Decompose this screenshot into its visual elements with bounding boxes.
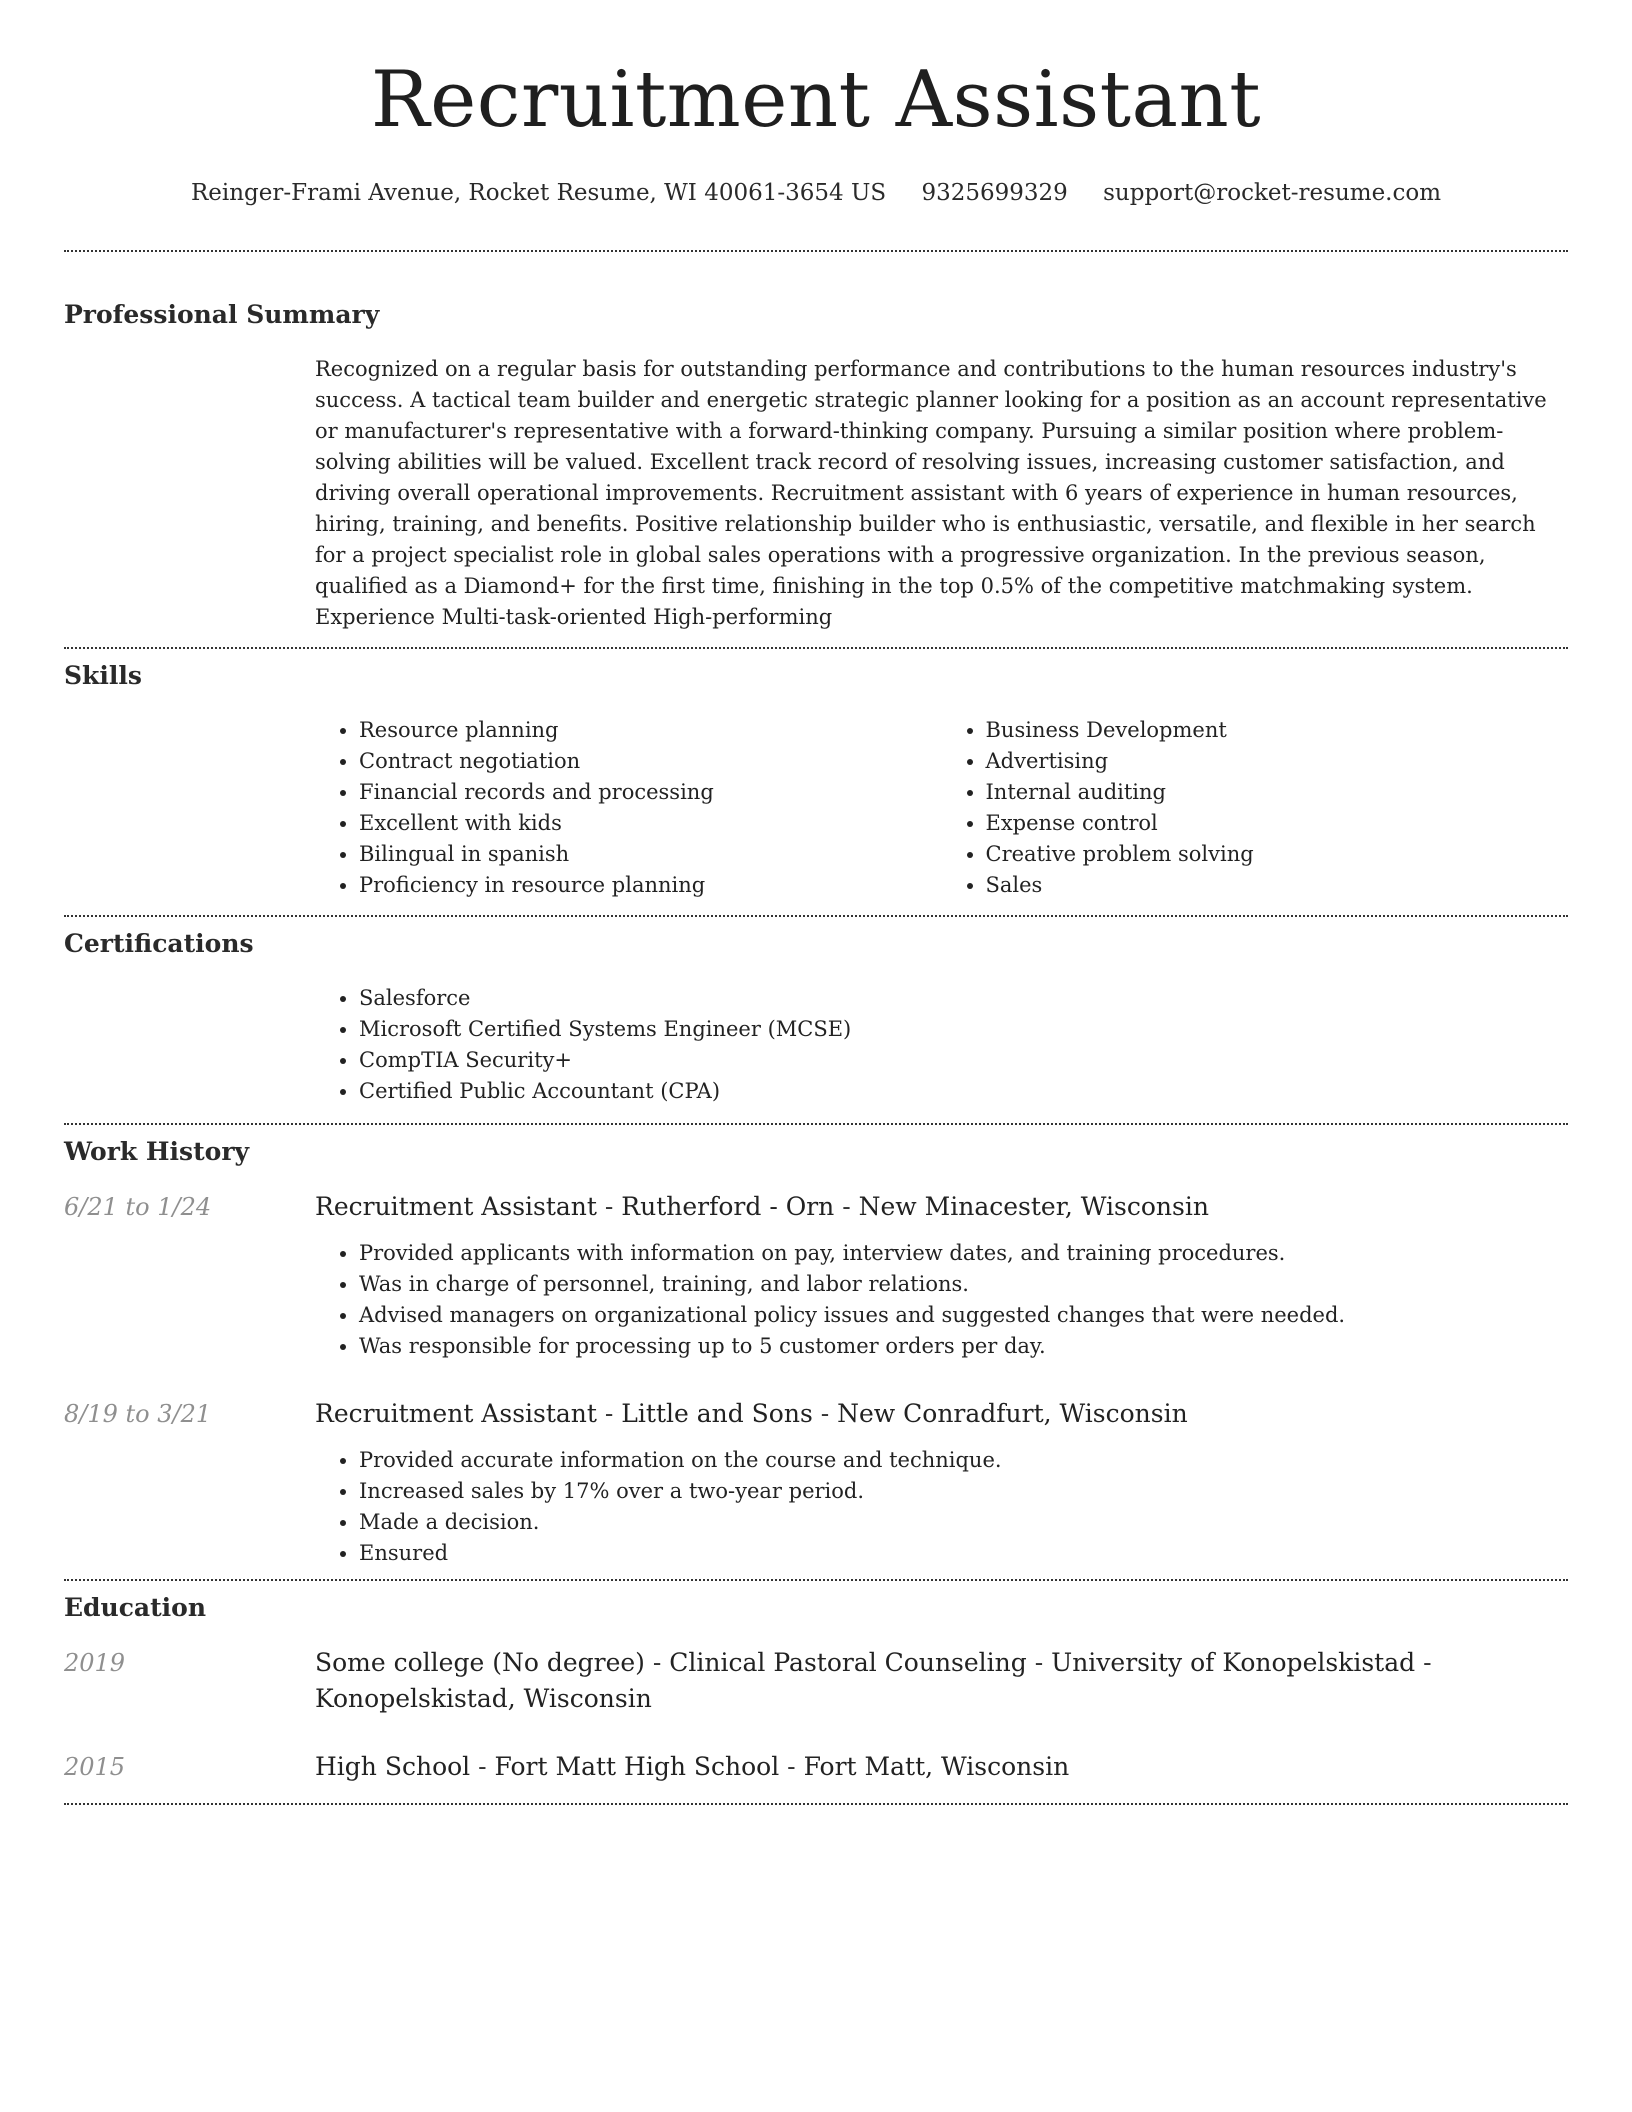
skill-item: • Internal auditing: [986, 777, 1569, 808]
job-bullet: • Was in charge of personnel, training, and labor relations.: [359, 1269, 1568, 1300]
certification-item: • Certified Public Accountant (CPA): [359, 1076, 1568, 1107]
skill-item: • Bilingual in spanish: [359, 839, 942, 870]
contact-line: [64, 176, 1568, 210]
job-title: Recruitment Assistant - Rutherford - Orn - New Minacester, Wisconsin: [315, 1192, 1209, 1221]
education-entry: [64, 1717, 1568, 1803]
skill-item: • Resource planning: [359, 715, 942, 746]
education-location: Konopelskistad, Wisconsin: [315, 1684, 652, 1713]
education-school: Fort Matt High School: [494, 1752, 780, 1781]
skill-item: • Expense control: [986, 808, 1569, 839]
skills-list-left: [315, 715, 942, 901]
job-dates: 6/21 to 1/24: [64, 1193, 212, 1221]
summary-content: [315, 332, 1568, 647]
certifications-content: [315, 961, 1568, 1123]
education-title-line: High School - Fort Matt High School - Fort Matt, Wisconsin: [315, 1752, 1070, 1781]
summary-text: Recognized on a regular basis for outstanding performance and contributions to the human resources industry's success. A tactical team builder and energetic strategic planner looking for a position as an account representative or manufacturer's representative with a forward-thinking company. Pursuing a similar position where problem-solving abilities will be valued. Excellent track record of resolving issues, increasing customer satisfaction, and driving overall operational improvements. Recruitment assistant with 6 years of experience in human resources, hiring, training, and benefits. Positive relationship builder who is enthusiastic, versatile, and flexible in her search for a project specialist role in global sales operations with a progressive organization. In the previous season, qualified as a Diamond+ for the first time, finishing in the top 0.5% of the competitive matchmaking system. Experience Multi-task-oriented High-performing: [315, 357, 1547, 629]
job-location: New Conradfurt, Wisconsin: [837, 1399, 1188, 1428]
job-title: Recruitment Assistant - Little and Sons - New Conradfurt, Wisconsin: [315, 1399, 1188, 1428]
education-title-line: Some college (No degree) - Clinical Pastoral Counseling - University of Konopelskistad - Konopelskistad, Wisconsin: [315, 1648, 1432, 1713]
job-bullets: [315, 1238, 1568, 1362]
job-bullet: • Made a decision.: [359, 1507, 1568, 1538]
job-bullets: [315, 1445, 1568, 1579]
education-section: [64, 1581, 1568, 1803]
job-bullet: • Increased sales by 17% over a two-year period.: [359, 1476, 1568, 1507]
education-field: Clinical Pastoral Counseling: [669, 1648, 1027, 1677]
skill-item: • Financial records and processing: [359, 777, 942, 808]
education-location: Fort Matt, Wisconsin: [803, 1752, 1070, 1781]
education-body: [315, 1749, 1568, 1785]
summary-title: Professional Summary: [64, 300, 380, 329]
job-body: [315, 1189, 1568, 1362]
education-school: University of Konopelskistad: [1051, 1648, 1416, 1677]
education-title: Education: [64, 1593, 207, 1622]
skill-item: • Excellent with kids: [359, 808, 942, 839]
education-body: [315, 1645, 1568, 1717]
job-body: [315, 1396, 1568, 1579]
job-bullet: • Provided accurate information on the course and technique.: [359, 1445, 1568, 1476]
job-role: Recruitment Assistant: [315, 1399, 597, 1428]
certifications-title: Certifications: [64, 929, 254, 958]
education-year: 2015: [64, 1753, 126, 1781]
education-entry: [64, 1625, 1568, 1717]
job-bullet: • Provided applicants with information on pay, interview dates, and training procedures.: [359, 1238, 1568, 1269]
skill-item: • Creative problem solving: [986, 839, 1569, 870]
certification-item: • Microsoft Certified Systems Engineer (MCSE): [359, 1014, 1568, 1045]
contact-phone: 9325699329: [921, 180, 1068, 206]
job-entry: [64, 1169, 1568, 1362]
job-dates: 8/19 to 3/21: [64, 1400, 212, 1428]
job-location: New Minacester, Wisconsin: [858, 1192, 1209, 1221]
job-role: Recruitment Assistant: [315, 1192, 597, 1221]
work-title: Work History: [64, 1137, 250, 1166]
section-divider: [64, 1803, 1568, 1805]
certifications-section: [64, 917, 1568, 1123]
skill-item: • Advertising: [986, 746, 1569, 777]
skill-item: • Sales: [986, 870, 1569, 901]
candidate-name: Recruitment Assistant: [370, 55, 1262, 145]
education-degree: High School: [315, 1752, 471, 1781]
skills-list-right: [942, 715, 1569, 901]
certification-item: • Salesforce: [359, 983, 1568, 1014]
skill-item: • Business Development: [986, 715, 1569, 746]
education-year: 2019: [64, 1649, 126, 1677]
job-company: Rutherford - Orn: [621, 1192, 835, 1221]
contact-email: support@rocket-resume.com: [1103, 180, 1442, 206]
skills-grid: [315, 693, 1568, 915]
education-degree: Some college (No degree): [315, 1648, 645, 1677]
skill-item: • Proficiency in resource planning: [359, 870, 942, 901]
job-company: Little and Sons: [621, 1399, 813, 1428]
contact-address: Reinger-Frami Avenue, Rocket Resume, WI 40061-3654 US: [190, 180, 887, 206]
summary-section: [64, 252, 1568, 647]
certification-item: • CompTIA Security+: [359, 1045, 1568, 1076]
job-bullet: • Ensured: [359, 1538, 1568, 1569]
work-section: [64, 1125, 1568, 1579]
job-bullet: • Was responsible for processing up to 5 customer orders per day.: [359, 1331, 1568, 1362]
skills-section: [64, 649, 1568, 915]
skill-item: • Contract negotiation: [359, 746, 942, 777]
certifications-list: [315, 983, 1568, 1107]
skills-title: Skills: [64, 661, 142, 690]
job-bullet: • Advised managers on organizational policy issues and suggested changes that were needed.: [359, 1300, 1568, 1331]
job-entry: [64, 1362, 1568, 1579]
